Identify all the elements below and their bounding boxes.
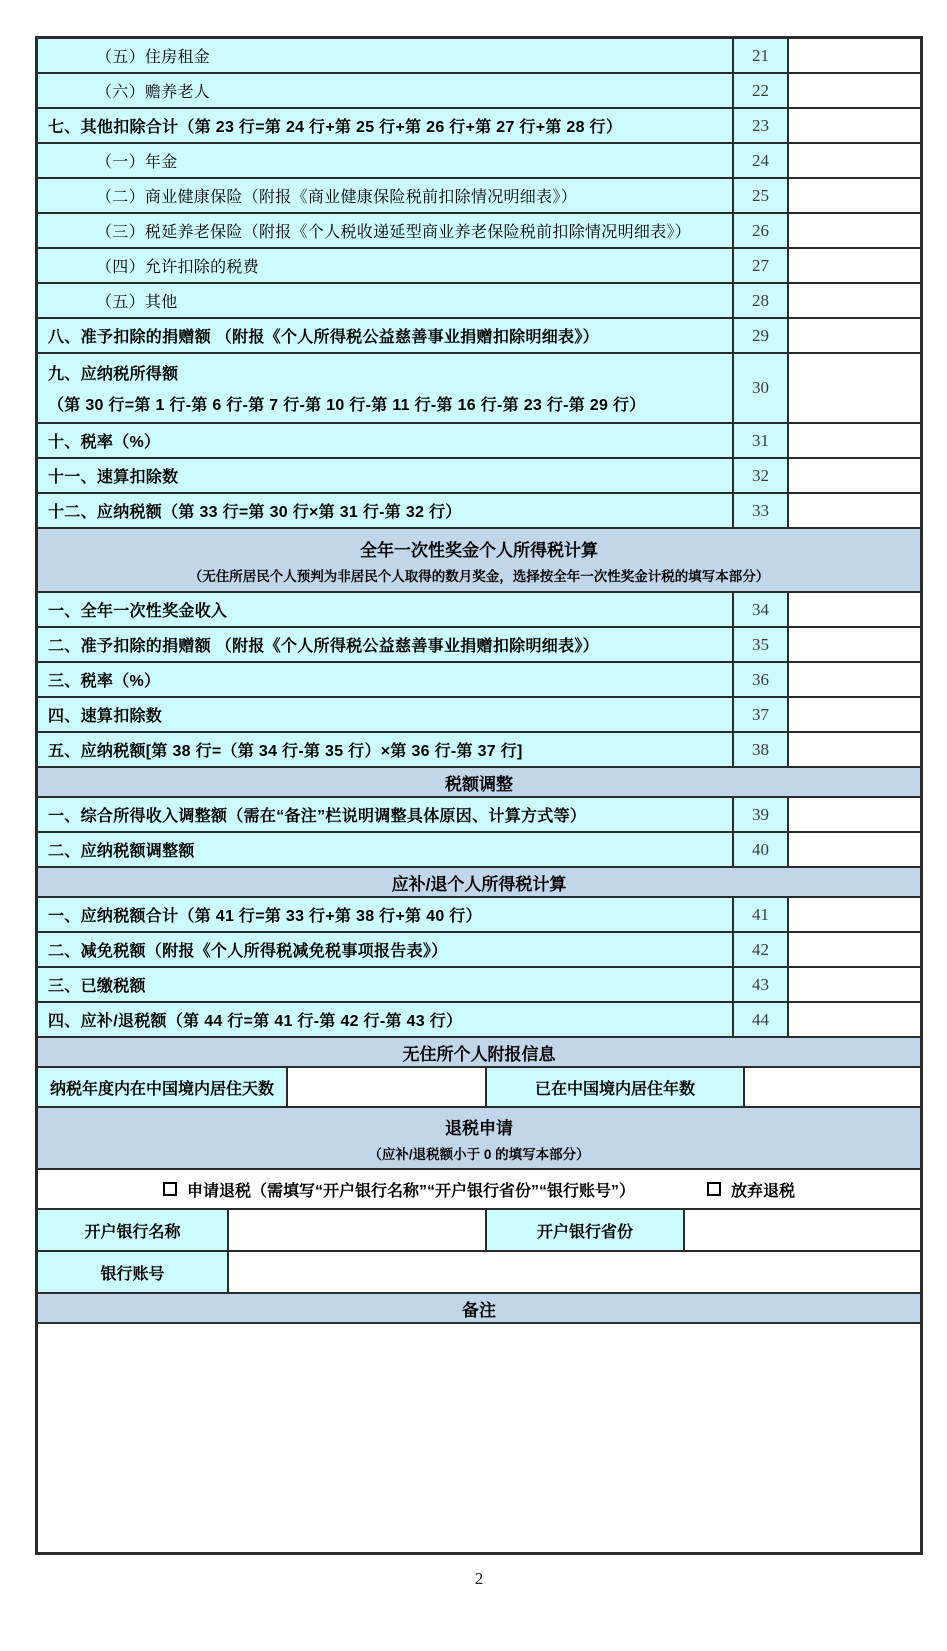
row-label: 五、应纳税额[第 38 行=（第 34 行-第 35 行）×第 36 行-第 37 行] [38, 733, 732, 766]
years-in-china-label: 已在中国境内居住年数 [487, 1068, 745, 1106]
row-line-number: 38 [732, 733, 789, 766]
days-in-china-input[interactable] [288, 1068, 487, 1106]
row-value-cell[interactable] [789, 698, 920, 731]
bank-account-input[interactable] [229, 1252, 920, 1292]
section-header-annual-bonus [38, 529, 920, 593]
row-line-number: 25 [732, 179, 789, 212]
row-label: 十、税率（%） [38, 424, 732, 457]
row-label: （四）允许扣除的税费 [38, 249, 732, 282]
section-subtitle: （无住所居民个人预判为非居民个人取得的数月奖金，选择按全年一次性奖金计税的填写本部分） [188, 568, 770, 584]
table-row [38, 933, 920, 968]
table-row [38, 733, 920, 768]
row-line-number: 26 [732, 214, 789, 247]
row-value-cell[interactable] [789, 628, 920, 661]
section-header-final-tax [38, 868, 920, 898]
bank-account-label: 银行账号 [38, 1252, 229, 1292]
table-row [38, 109, 920, 144]
table-row [38, 663, 920, 698]
row-value-cell[interactable] [789, 424, 920, 457]
table-row [38, 898, 920, 933]
table-row [38, 1003, 920, 1038]
row-label: （六）赡养老人 [38, 74, 732, 107]
section-header-refund [38, 1108, 920, 1170]
row-label: 一、综合所得收入调整额（需在“备注”栏说明调整具体原因、计算方式等） [38, 798, 732, 831]
table-row [38, 144, 920, 179]
table-row [38, 74, 920, 109]
row-label: 二、减免税额（附报《个人所得税减免税事项报告表》） [38, 933, 732, 966]
row-value-cell[interactable] [789, 798, 920, 831]
row-value-cell[interactable] [789, 144, 920, 177]
row-label [38, 354, 732, 422]
row-label: （二）商业健康保险（附报《商业健康保险税前扣除情况明细表》） [38, 179, 732, 212]
bank-province-input[interactable] [685, 1210, 920, 1250]
table-row [38, 39, 920, 74]
row-label: 二、应纳税额调整额 [38, 833, 732, 866]
bank-name-input[interactable] [229, 1210, 487, 1250]
table-row [38, 494, 920, 529]
section-title: 全年一次性奖金个人所得税计算 [360, 540, 598, 560]
row-value-cell[interactable] [789, 663, 920, 696]
table-row [38, 968, 920, 1003]
bank-province-label: 开户银行省份 [487, 1210, 685, 1250]
row-line-number: 32 [732, 459, 789, 492]
waive-refund-label: 放弃退税 [731, 1182, 796, 1200]
row-line-number: 39 [732, 798, 789, 831]
row-line-number: 34 [732, 593, 789, 626]
table-row [38, 593, 920, 628]
apply-refund-option[interactable] [163, 1178, 635, 1201]
row-label: 十一、速算扣除数 [38, 459, 732, 492]
row-value-cell[interactable] [789, 1003, 920, 1036]
row-line-number: 22 [732, 74, 789, 107]
section-title: 退税申请 [445, 1118, 513, 1138]
row-label: （五）其他 [38, 284, 732, 317]
bank-account-row [38, 1252, 920, 1294]
row-value-cell[interactable] [789, 39, 920, 72]
row-line-number: 23 [732, 109, 789, 142]
row-value-cell[interactable] [789, 249, 920, 282]
row-value-cell[interactable] [789, 593, 920, 626]
row-value-cell[interactable] [789, 319, 920, 352]
row-line-number: 35 [732, 628, 789, 661]
apply-refund-label: 申请退税（需填写“开户银行名称”“开户银行省份”“银行账号”） [186, 1182, 635, 1200]
row-line-number: 41 [732, 898, 789, 931]
row-label: 八、准予扣除的捐赠额 （附报《个人所得税公益慈善事业捐赠扣除明细表》） [38, 319, 732, 352]
row-value-cell[interactable] [789, 494, 920, 527]
row-value-cell[interactable] [789, 74, 920, 107]
table-row [38, 424, 920, 459]
row-label: （五）住房租金 [38, 39, 732, 72]
row-value-cell[interactable] [789, 933, 920, 966]
non-domicile-row [38, 1068, 920, 1108]
row-line-number: 43 [732, 968, 789, 1001]
section-header-tax-adjustment [38, 768, 920, 798]
section-title: 应补/退个人所得税计算 [391, 874, 567, 894]
waive-refund-option[interactable] [707, 1178, 795, 1201]
row-value-cell[interactable] [789, 833, 920, 866]
row-label-line2: （第 30 行=第 1 行-第 6 行-第 7 行-第 10 行-第 11 行-第 16 行-第 23 行-第 29 行） [48, 396, 646, 414]
row-label: 一、全年一次性奖金收入 [38, 593, 732, 626]
table-row [38, 284, 920, 319]
waive-refund-checkbox-icon[interactable] [707, 1182, 721, 1196]
apply-refund-checkbox-icon[interactable] [163, 1182, 177, 1196]
section-title: 税额调整 [445, 774, 513, 794]
table-row [38, 214, 920, 249]
row-line-number: 24 [732, 144, 789, 177]
refund-choice-row [38, 1170, 920, 1210]
row-value-cell[interactable] [789, 179, 920, 212]
remarks-row [38, 1324, 920, 1552]
row-line-number: 42 [732, 933, 789, 966]
row-value-cell[interactable] [789, 284, 920, 317]
row-value-cell[interactable] [789, 214, 920, 247]
tax-form-table [35, 36, 923, 1555]
page-number: 2 [474, 1569, 484, 1588]
row-line-number: 31 [732, 424, 789, 457]
row-line-number: 30 [732, 354, 789, 422]
section-title: 备注 [462, 1300, 496, 1320]
bank-name-label: 开户银行名称 [38, 1210, 229, 1250]
row-line-number: 37 [732, 698, 789, 731]
section-header-remarks [38, 1294, 920, 1324]
row-line-number: 36 [732, 663, 789, 696]
row-line-number: 21 [732, 39, 789, 72]
row-label: 十二、应纳税额（第 33 行=第 30 行×第 31 行-第 32 行） [38, 494, 732, 527]
row-label: （三）税延养老保险（附报《个人税收递延型商业养老保险税前扣除情况明细表》） [38, 214, 732, 247]
row-label: 三、税率（%） [38, 663, 732, 696]
table-row [38, 319, 920, 354]
row-value-cell[interactable] [789, 109, 920, 142]
row-value-cell[interactable] [789, 459, 920, 492]
row-label-line1: 九、应纳税所得额 [48, 366, 179, 384]
table-row [38, 249, 920, 284]
table-row [38, 698, 920, 733]
row-line-number: 40 [732, 833, 789, 866]
row-label: 七、其他扣除合计（第 23 行=第 24 行+第 25 行+第 26 行+第 27 行+第 28 行） [38, 109, 732, 142]
section-header-non-domicile [38, 1038, 920, 1068]
table-row [38, 354, 920, 424]
row-value-cell[interactable] [789, 898, 920, 931]
table-row [38, 179, 920, 214]
row-label: 一、应纳税额合计（第 41 行=第 33 行+第 38 行+第 40 行） [38, 898, 732, 931]
section-title: 无住所个人附报信息 [402, 1044, 556, 1064]
row-line-number: 27 [732, 249, 789, 282]
row-value-cell[interactable] [789, 733, 920, 766]
days-in-china-label: 纳税年度内在中国境内居住天数 [38, 1068, 288, 1106]
remarks-input-area[interactable] [38, 1324, 920, 1552]
row-label: 四、速算扣除数 [38, 698, 732, 731]
row-value-cell[interactable] [789, 354, 920, 422]
row-line-number: 44 [732, 1003, 789, 1036]
years-in-china-input[interactable] [745, 1068, 920, 1106]
row-label: 二、准予扣除的捐赠额 （附报《个人所得税公益慈善事业捐赠扣除明细表》） [38, 628, 732, 661]
table-row [38, 798, 920, 833]
table-row [38, 459, 920, 494]
row-line-number: 29 [732, 319, 789, 352]
row-label: 三、已缴税额 [38, 968, 732, 1001]
row-line-number: 33 [732, 494, 789, 527]
table-row [38, 628, 920, 663]
row-value-cell[interactable] [789, 968, 920, 1001]
row-line-number: 28 [732, 284, 789, 317]
row-label: 四、应补/退税额（第 44 行=第 41 行-第 42 行-第 43 行） [38, 1003, 732, 1036]
section-subtitle: （应补/退税额小于 0 的填写本部分） [368, 1146, 590, 1162]
table-row [38, 833, 920, 868]
row-label: （一）年金 [38, 144, 732, 177]
bank-info-row [38, 1210, 920, 1252]
